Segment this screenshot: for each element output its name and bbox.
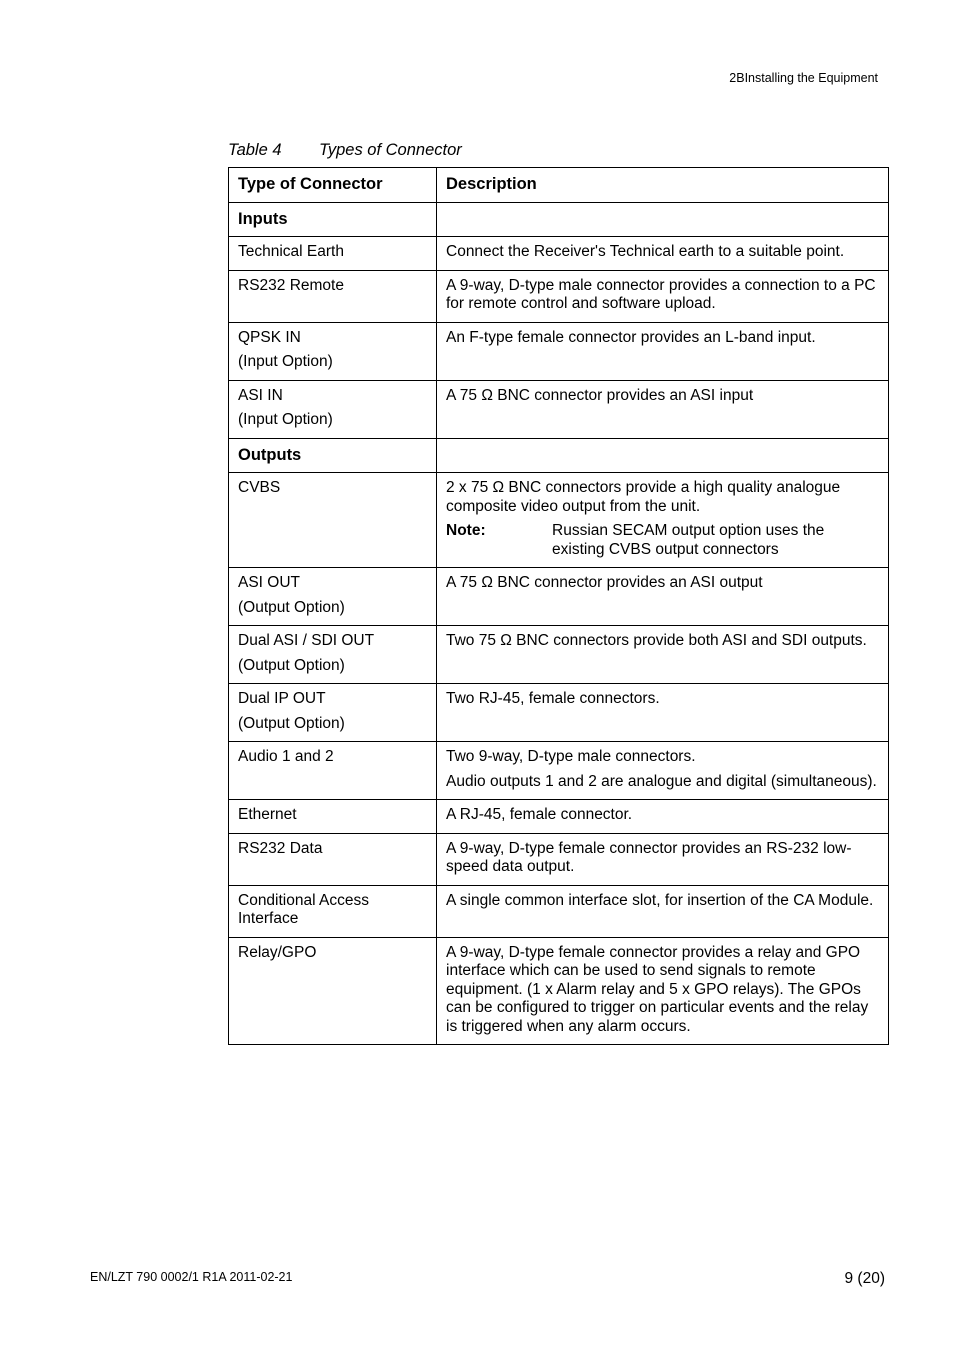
note — [446, 522, 880, 559]
connector-type-cell — [229, 626, 437, 684]
table-row — [229, 684, 889, 742]
document-reference: EN/LZT 790 0002/1 R1A — [90, 1270, 226, 1284]
connector-description: A 9-way, D-type female connector provides a relay and GPO interface which can be used to send signals to remote equipment. (1 x Alarm relay and 5 x GPO relays). The GPOs can be configured to trigger on particular events and the relay is triggered when any alarm occurs. — [437, 937, 889, 1045]
connector-option: (Output Option) — [238, 714, 345, 732]
connector-type: Conditional Access Interface — [229, 885, 437, 937]
table-row — [229, 322, 889, 380]
connector-type: ASI OUT — [238, 574, 301, 591]
connector-option: (Input Option) — [238, 353, 333, 370]
footer-doc-ref — [90, 1270, 292, 1284]
table-row — [229, 568, 889, 626]
table-caption — [228, 141, 462, 160]
note-text: Russian SECAM output option uses the existing CVBS output connectors — [552, 522, 825, 558]
section-label-outputs: Outputs — [229, 438, 437, 473]
connector-description: Two 9-way, D-type male connectors. — [446, 748, 696, 765]
connector-type: ASI IN — [238, 386, 283, 404]
table-row — [229, 270, 889, 322]
section-empty-cell — [437, 202, 889, 237]
table-row — [229, 885, 889, 937]
table-row — [229, 937, 889, 1045]
connector-description: Two 75 Ω BNC connectors provide both ASI and SDI outputs. — [437, 626, 889, 684]
section-label-inputs: Inputs — [229, 202, 437, 237]
running-header: 2BInstalling the Equipment — [729, 71, 878, 85]
connector-description: 2 x 75 Ω BNC connectors provide a high quality analogue composite video output from the unit. — [446, 479, 841, 515]
section-empty-cell — [437, 438, 889, 473]
connector-type: Dual IP OUT — [238, 690, 326, 707]
connector-description-cell — [437, 473, 889, 568]
table-row — [229, 473, 889, 568]
table-row — [229, 237, 889, 271]
table-row — [229, 380, 889, 438]
connector-type: Relay/GPO — [229, 937, 437, 1045]
connector-type-cell — [229, 684, 437, 742]
page-number: 9 (20) — [844, 1270, 885, 1287]
connector-description: A 75 Ω BNC connector provides an ASI input — [437, 380, 889, 438]
connector-table — [228, 167, 889, 1045]
connector-type: RS232 Data — [229, 833, 437, 885]
connector-type: CVBS — [229, 473, 437, 568]
table-title: Types of Connector — [319, 141, 462, 159]
connector-description: A 9-way, D-type male connector provides a connection to a PC for remote control and software upload. — [437, 270, 889, 322]
connector-type-cell — [229, 322, 437, 380]
table-row — [229, 833, 889, 885]
section-row-outputs — [229, 438, 889, 473]
table-row — [229, 626, 889, 684]
connector-description: A RJ-45, female connector. — [437, 800, 889, 834]
note-label: Note: — [446, 522, 486, 539]
connector-description: An F-type female connector provides an L-band input. — [437, 322, 889, 380]
connector-description: A 75 Ω BNC connector provides an ASI output — [437, 568, 889, 626]
connector-option: (Output Option) — [238, 598, 345, 616]
connector-description: Two RJ-45, female connectors. — [437, 684, 889, 742]
document-date: 2011-02-21 — [229, 1270, 293, 1284]
connector-option: (Output Option) — [238, 656, 345, 674]
table-number: Table 4 — [228, 141, 282, 159]
table-row — [229, 800, 889, 834]
connector-description-extra: Audio outputs 1 and 2 are analogue and digital (simultaneous). — [446, 772, 877, 790]
connector-description-cell — [437, 742, 889, 800]
connector-type-cell — [229, 568, 437, 626]
connector-type: RS232 Remote — [229, 270, 437, 322]
connector-type: Technical Earth — [229, 237, 437, 271]
connector-type: Audio 1 and 2 — [229, 742, 437, 800]
table-row — [229, 742, 889, 800]
connector-type-cell — [229, 380, 437, 438]
connector-type: Ethernet — [229, 800, 437, 834]
connector-description: A single common interface slot, for insertion of the CA Module. — [437, 885, 889, 937]
table-header-row — [229, 168, 889, 203]
connector-option: (Input Option) — [238, 411, 333, 428]
column-header-description: Description — [437, 168, 889, 203]
connector-description: Connect the Receiver's Technical earth to a suitable point. — [437, 237, 889, 271]
column-header-type: Type of Connector — [229, 168, 437, 203]
section-row-inputs — [229, 202, 889, 237]
connector-type: Dual ASI / SDI OUT — [238, 632, 375, 649]
connector-type: QPSK IN — [238, 328, 301, 346]
connector-description: A 9-way, D-type female connector provides an RS-232 low-speed data output. — [437, 833, 889, 885]
